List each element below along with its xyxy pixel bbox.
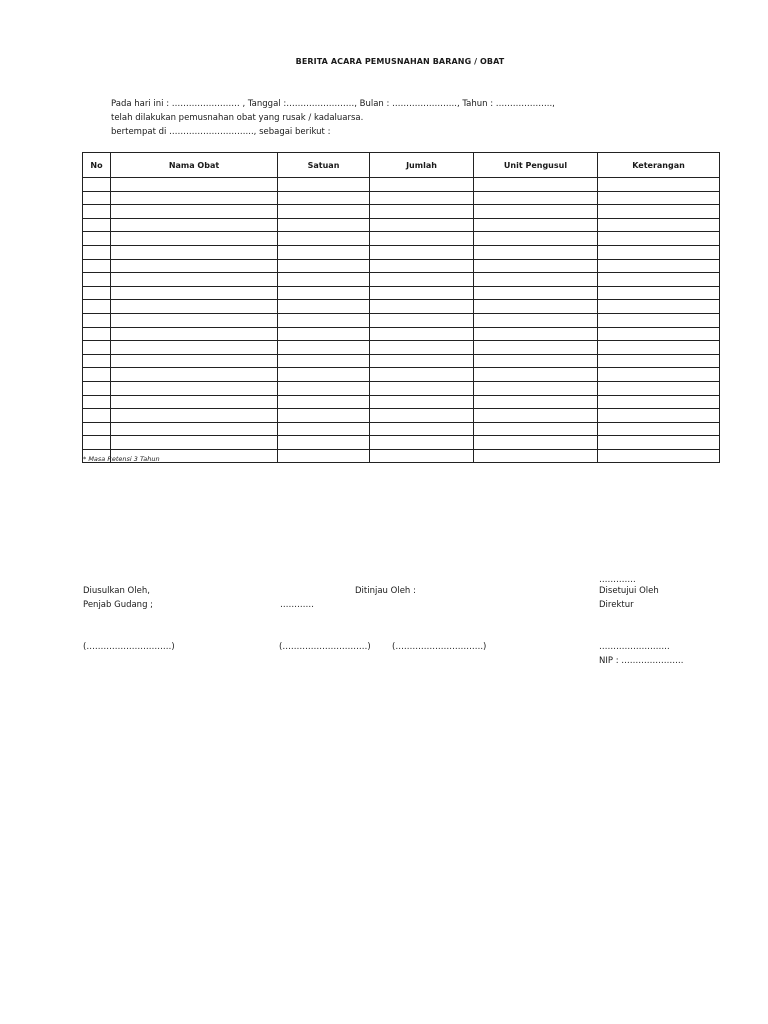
table-cell <box>474 327 598 341</box>
dots-mid: ………… <box>280 600 314 610</box>
table-cell <box>370 422 474 436</box>
table-cell <box>474 381 598 395</box>
proposed-by-label: Diusulkan Oleh, <box>83 586 150 596</box>
table-cell <box>111 218 278 232</box>
table-cell <box>83 218 111 232</box>
table-cell <box>370 313 474 327</box>
table-cell <box>598 327 720 341</box>
table-cell <box>474 354 598 368</box>
table-row <box>83 368 720 382</box>
table-cell <box>83 286 111 300</box>
table-cell <box>370 259 474 273</box>
table-cell <box>111 409 278 423</box>
warehouse-head-label: Penjab Gudang ; <box>83 600 154 610</box>
table-cell <box>474 422 598 436</box>
table-cell <box>111 178 278 192</box>
table-cell <box>474 409 598 423</box>
table-cell <box>370 449 474 463</box>
table-cell <box>474 341 598 355</box>
table-cell <box>278 422 370 436</box>
table-row <box>83 449 720 463</box>
table-cell <box>278 286 370 300</box>
table-row <box>83 381 720 395</box>
table-header-row <box>83 153 720 178</box>
nip-label: NIP : …………………. <box>599 656 684 666</box>
table-cell <box>278 232 370 246</box>
table-cell <box>474 395 598 409</box>
table-cell <box>111 354 278 368</box>
table-cell <box>370 436 474 450</box>
table-cell <box>370 381 474 395</box>
signature-name-3: (………………………….) <box>392 642 487 652</box>
dots-top-right: …………. <box>599 575 636 585</box>
table-cell <box>370 300 474 314</box>
table-cell <box>598 232 720 246</box>
table-cell <box>111 300 278 314</box>
table-cell <box>83 191 111 205</box>
table-row <box>83 178 720 192</box>
table-cell <box>474 313 598 327</box>
table-cell <box>111 273 278 287</box>
table-row <box>83 327 720 341</box>
table-row <box>83 232 720 246</box>
footnote: * Masa Retensi 3 Tahun <box>83 455 160 463</box>
table-row <box>83 354 720 368</box>
table-cell <box>474 300 598 314</box>
intro-line-1: Pada hari ini : …………………… , Tanggal :……………………, Bulan : ………………….., Tahun : ……………….., <box>111 99 555 109</box>
table-cell <box>83 232 111 246</box>
items-table <box>82 152 720 463</box>
table-cell <box>83 259 111 273</box>
table-row <box>83 422 720 436</box>
table-cell <box>370 368 474 382</box>
table-row <box>83 245 720 259</box>
table-cell <box>474 232 598 246</box>
table-cell <box>474 273 598 287</box>
table-cell <box>278 354 370 368</box>
approved-by-label: Disetujui Oleh <box>599 586 659 596</box>
table-row <box>83 286 720 300</box>
table-cell <box>370 218 474 232</box>
table-cell <box>598 273 720 287</box>
table-cell <box>83 354 111 368</box>
table-cell <box>598 191 720 205</box>
table-cell <box>598 245 720 259</box>
table-cell <box>474 286 598 300</box>
table-cell <box>598 218 720 232</box>
header-satuan: Satuan <box>278 153 370 178</box>
table-cell <box>278 409 370 423</box>
table-cell <box>83 381 111 395</box>
table-row <box>83 395 720 409</box>
table-cell <box>278 259 370 273</box>
table-cell <box>111 205 278 219</box>
table-cell <box>83 422 111 436</box>
table-cell <box>598 300 720 314</box>
table-row <box>83 300 720 314</box>
signature-name-1: (…………………………) <box>83 642 175 652</box>
header-jumlah: Jumlah <box>370 153 474 178</box>
table-cell <box>474 259 598 273</box>
table-cell <box>474 449 598 463</box>
table-cell <box>111 368 278 382</box>
table-cell <box>83 178 111 192</box>
table-cell <box>83 300 111 314</box>
table-cell <box>111 259 278 273</box>
table-row <box>83 191 720 205</box>
table-row <box>83 436 720 450</box>
table-cell <box>370 191 474 205</box>
table-cell <box>111 245 278 259</box>
table-row <box>83 218 720 232</box>
table-cell <box>598 313 720 327</box>
table-cell <box>278 327 370 341</box>
table-cell <box>598 449 720 463</box>
table-cell <box>111 286 278 300</box>
table-cell <box>474 205 598 219</box>
table-cell <box>278 313 370 327</box>
table-row <box>83 341 720 355</box>
table-cell <box>83 409 111 423</box>
table-cell <box>278 273 370 287</box>
table-cell <box>278 341 370 355</box>
table-cell <box>111 422 278 436</box>
table-cell <box>598 422 720 436</box>
table-cell <box>598 354 720 368</box>
signature-name-2: (…………………………) <box>279 642 371 652</box>
table-cell <box>598 436 720 450</box>
signature-name-director: ……………………. <box>599 642 670 652</box>
table-cell <box>370 178 474 192</box>
table-cell <box>370 354 474 368</box>
table-row <box>83 273 720 287</box>
table-cell <box>278 368 370 382</box>
table-cell <box>598 205 720 219</box>
table-cell <box>474 178 598 192</box>
table-cell <box>111 341 278 355</box>
director-label: Direktur <box>599 600 634 610</box>
intro-line-2: telah dilakukan pemusnahan obat yang rusak / kadaluarsa. <box>111 113 364 123</box>
table-cell <box>83 313 111 327</box>
table-cell <box>111 395 278 409</box>
table-cell <box>278 245 370 259</box>
table-row <box>83 259 720 273</box>
table-cell <box>83 205 111 219</box>
table-cell <box>278 178 370 192</box>
table-cell <box>111 191 278 205</box>
table-cell <box>474 368 598 382</box>
table-body <box>83 178 720 463</box>
table-cell <box>370 341 474 355</box>
table-cell <box>278 191 370 205</box>
table-cell <box>83 341 111 355</box>
header-keterangan: Keterangan <box>598 153 720 178</box>
table-cell <box>370 205 474 219</box>
table-cell <box>598 286 720 300</box>
table-cell <box>370 273 474 287</box>
table-cell <box>370 286 474 300</box>
table-cell <box>598 409 720 423</box>
table-cell <box>83 436 111 450</box>
table-cell <box>474 218 598 232</box>
header-unit-pengusul: Unit Pengusul <box>474 153 598 178</box>
table-cell <box>278 218 370 232</box>
table-cell <box>598 259 720 273</box>
table-cell <box>278 395 370 409</box>
table-cell <box>598 178 720 192</box>
table-cell <box>370 395 474 409</box>
table-cell <box>474 191 598 205</box>
table-cell <box>598 341 720 355</box>
table-cell <box>111 327 278 341</box>
table-cell <box>474 436 598 450</box>
table-cell <box>598 381 720 395</box>
table-row <box>83 205 720 219</box>
table-cell <box>278 300 370 314</box>
table-cell <box>598 368 720 382</box>
reviewed-by-label: Ditinjau Oleh : <box>355 586 416 596</box>
table-cell <box>83 273 111 287</box>
intro-line-3: bertempat di ………………………..., sebagai berikut : <box>111 127 331 137</box>
header-no: No <box>83 153 111 178</box>
table-cell <box>370 232 474 246</box>
table-row <box>83 409 720 423</box>
table-cell <box>474 245 598 259</box>
table-cell <box>111 381 278 395</box>
header-nama-obat: Nama Obat <box>111 153 278 178</box>
table-cell <box>111 232 278 246</box>
table-cell <box>370 327 474 341</box>
table-row <box>83 313 720 327</box>
table-cell <box>278 205 370 219</box>
table-cell <box>278 381 370 395</box>
table-cell <box>370 245 474 259</box>
table-cell <box>83 327 111 341</box>
table-cell <box>111 313 278 327</box>
table-cell <box>83 395 111 409</box>
table-cell <box>278 436 370 450</box>
table-cell <box>278 449 370 463</box>
table-cell <box>598 395 720 409</box>
table-cell <box>83 368 111 382</box>
table-cell <box>83 245 111 259</box>
table-cell <box>111 436 278 450</box>
table-cell <box>370 409 474 423</box>
document-title: BERITA ACARA PEMUSNAHAN BARANG / OBAT <box>295 57 505 66</box>
